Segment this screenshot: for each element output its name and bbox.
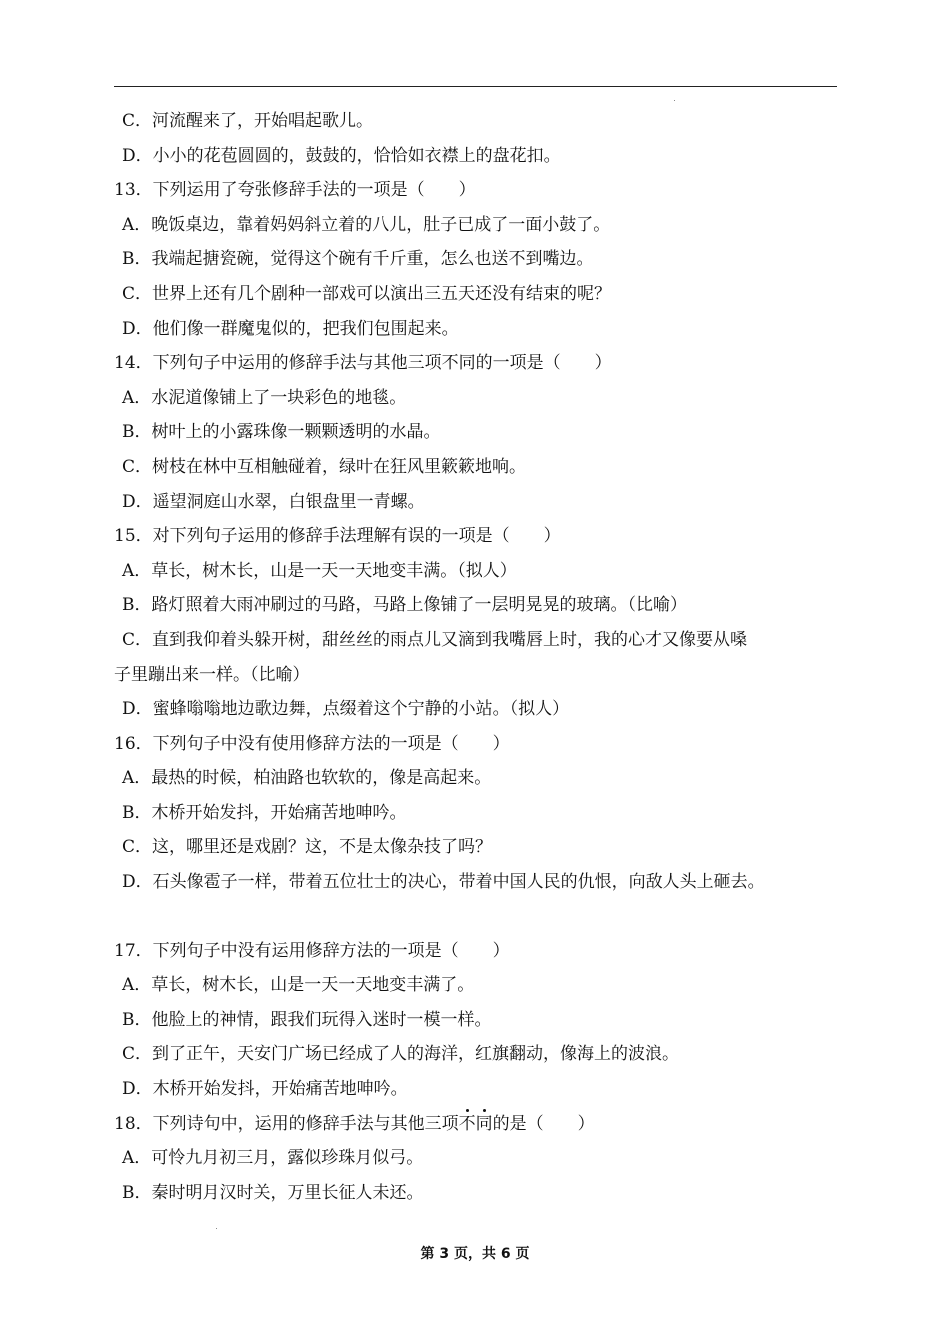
- question-18-stem: [114, 1107, 844, 1142]
- question-lines: [114, 104, 844, 1107]
- emphasis-dot-char: 同: [476, 1107, 493, 1142]
- answer-option: A．草长，树木长，山是一天一天地变丰满了。: [122, 975, 475, 996]
- question-18-option-b: B．秦时明月汉时关，万里长征人未还。: [122, 1182, 424, 1203]
- answer-option: B．木桥开始发抖，开始痛苦地呻吟。: [122, 802, 407, 823]
- answer-option: D．石头像雹子一样，带着五位壮士的决心，带着中国人民的仇恨，向敌人头上砸去。: [122, 872, 765, 893]
- answer-option: D．小小的花苞圆圆的，鼓鼓的，恰恰如衣襟上的盘花扣。: [122, 145, 561, 166]
- answer-option: B．他脸上的神情，跟我们玩得入迷时一模一样。: [122, 1009, 492, 1030]
- question-stem: 13．下列运用了夸张修辞手法的一项是（ ）: [114, 180, 476, 201]
- scan-mark: [216, 1228, 217, 1229]
- question-content: [114, 104, 844, 1210]
- answer-option: C．这，哪里还是戏剧？这，不是太像杂技了吗？: [122, 837, 493, 858]
- answer-option: D．蜜蜂嗡嗡地边歌边舞，点缀着这个宁静的小站。（拟人）: [122, 699, 570, 720]
- question-stem: 14．下列句子中运用的修辞手法与其他三项不同的一项是（ ）: [114, 353, 612, 374]
- question-stem: 16．下列句子中没有使用修辞方法的一项是（ ）: [114, 733, 510, 754]
- option-continuation: 子里蹦出来一样。（比喻）: [114, 664, 310, 685]
- answer-option: C．河流醒来了，开始唱起歌儿。: [122, 111, 374, 131]
- header-rule: [114, 86, 837, 87]
- answer-option: D．遥望洞庭山水翠，白银盘里一青螺。: [122, 491, 425, 512]
- answer-option: A．草长，树木长，山是一天一天地变丰满。（拟人）: [122, 560, 517, 581]
- answer-option: D．木桥开始发抖，开始痛苦地呻吟。: [122, 1079, 408, 1100]
- question-18-option-a: A．可怜九月初三月，露似珍珠月似弓。: [122, 1148, 424, 1169]
- answer-option: B．路灯照着大雨冲刷过的马路，马路上像铺了一层明晃晃的玻璃。（比喻）: [122, 595, 687, 616]
- answer-option: A．水泥道像铺上了一块彩色的地毯。: [122, 387, 407, 408]
- answer-option: A．晚饭桌边，靠着妈妈斜立着的八儿，肚子已成了一面小鼓了。: [122, 214, 611, 235]
- answer-option: C．直到我仰着头躲开树，甜丝丝的雨点儿又滴到我嘴唇上时，我的心才又像要从嗓: [122, 629, 748, 650]
- answer-option: C．到了正午，天安门广场已经成了人的海洋，红旗翻动，像海上的波浪。: [122, 1044, 680, 1065]
- question-18-text-before: 18．下列诗句中，运用的修辞手法与其他三项: [114, 1113, 459, 1134]
- answer-option: B．我端起搪瓷碗，觉得这个碗有千斤重，怎么也送不到嘴边。: [122, 249, 594, 270]
- emphasis-dot-char: 不: [459, 1107, 476, 1142]
- question-18-text-after: 的是（ ）: [492, 1113, 595, 1134]
- scan-mark: [674, 100, 675, 101]
- question-stem: 17．下列句子中没有运用修辞方法的一项是（ ）: [114, 940, 510, 961]
- answer-option: A．最热的时候，柏油路也软软的，像是高起来。: [122, 768, 492, 789]
- answer-option: B．树叶上的小露珠像一颗颗透明的水晶。: [122, 422, 441, 443]
- answer-option: C．世界上还有几个剧种一部戏可以演出三五天还没有结束的呢？: [122, 283, 612, 304]
- answer-option: D．他们像一群魔鬼似的，把我们包围起来。: [122, 318, 459, 339]
- question-stem: 15．对下列句子运用的修辞手法理解有误的一项是（ ）: [114, 526, 561, 547]
- answer-option: C．树枝在林中互相触碰着，绿叶在狂风里簌簌地响。: [122, 456, 527, 477]
- paragraph-gap: [114, 900, 844, 934]
- page-number-footer: 第 3 页，共 6 页: [420, 1246, 530, 1262]
